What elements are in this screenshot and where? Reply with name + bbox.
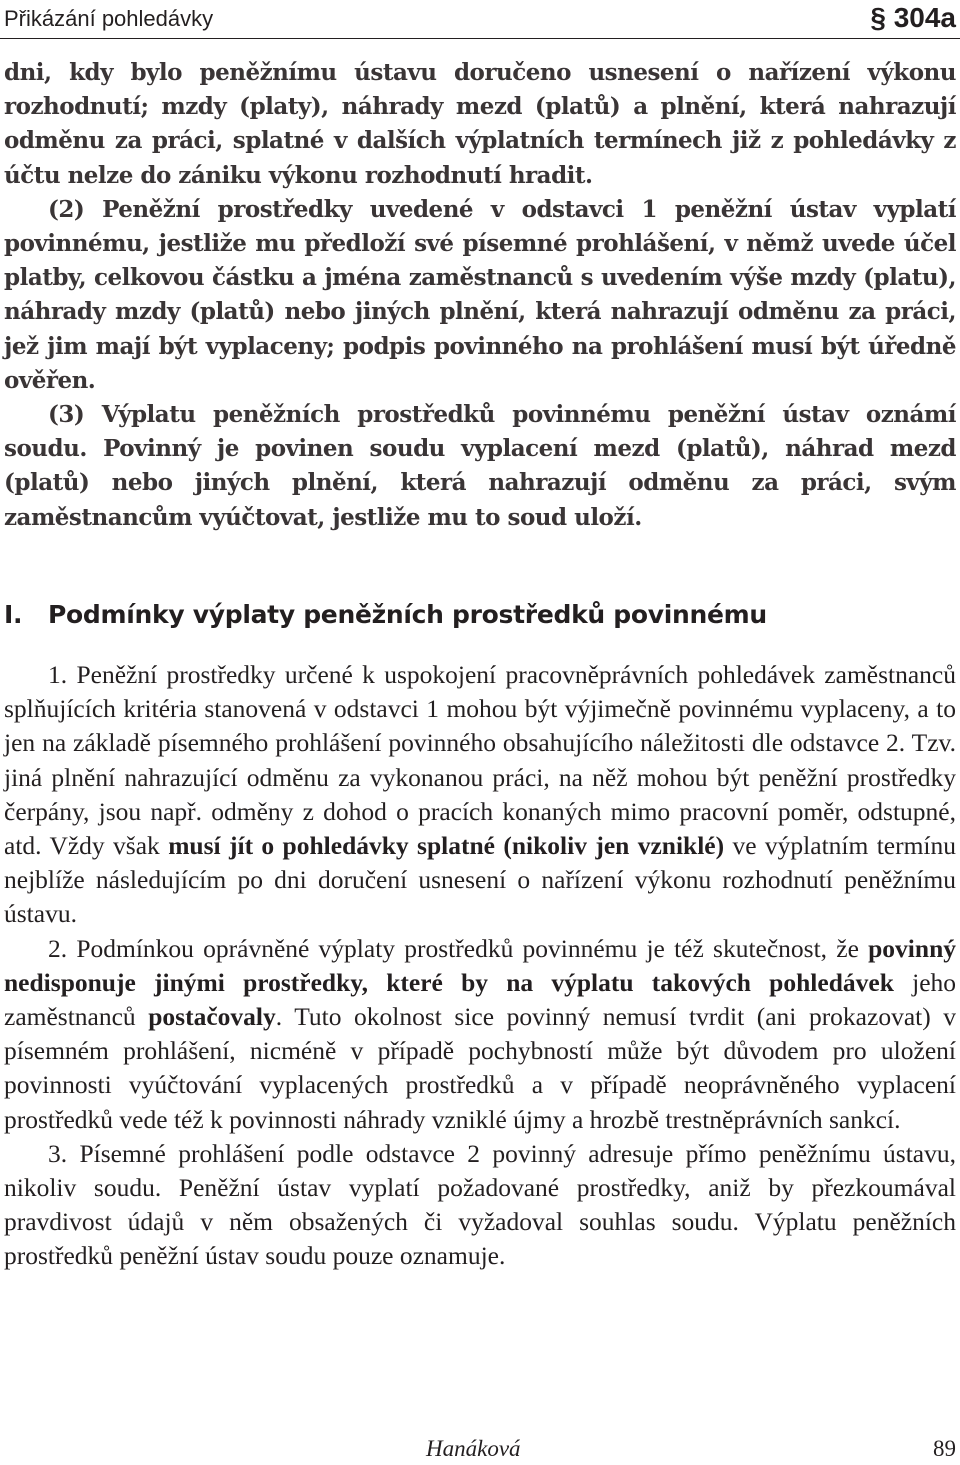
commentary-text-run: . Tuto okolnost sice povinný nemusí tvrdit (ani prokazovat) v písemném prohlášení, nicméně v případě pochybností může být důvodem pro uložení povinnosti vyúčtování vyplacených prostředků a v případě neoprávněného vyplacení prostředků vede též k povinnosti náhrady vzniklé újmy a hrozbě trestněprávních sankcí. bbox=[4, 1002, 957, 1134]
statute-paragraph: dni, kdy bylo peněžnímu ústavu doručeno usnesení o nařízení výkonu rozhodnutí; mzdy (platy), náhrady mezd (platů) a plnění, která nahrazují odměnu za práci, splatné v dalších výplatních termínech již z pohledávky z účtu nelze do zániku výkonu rozhodnutí hradit. bbox=[4, 59, 956, 189]
commentary-text-run: 1. Peněžní prostředky určené k uspokojení pracovněprávních pohledávek zaměstnanců splňujících kritéria stanovená v odstavci 1 mohou být výjimečně povinnému vyplaceny, a to jen na základě písemného prohlášení povinného obsahujícího náležitosti dle odstavce 2. Tzv. jiná plnění nahrazující odměnu za vykonanou práci, na něž mohou být peněžní prostředky čerpány, jsou např. odměny z dohod o pracích konaných mimo pracovní poměr, odstupné, atd. bbox=[4, 660, 956, 861]
statute-text bbox=[4, 56, 956, 535]
page-number: 89 bbox=[933, 1436, 956, 1461]
statute-paragraph: (2) Peněžní prostředky uvedené v odstavci 1 peněžní ústav vyplatí povinnému, jestliže mu předloží své písemné prohlášení, v němž uvede účel platby, celkovou částku a jména zaměstnanců s uvedením výše mzdy (platu), náhrady mzdy (platů) nebo jiných plnění, která nahrazují odměnu za práci, jež jim mají být vyplaceny; podpis povinného na prohlášení musí být úředně ověřen. bbox=[4, 195, 956, 394]
commentary-paragraph bbox=[4, 658, 956, 932]
section-heading-number: I. bbox=[4, 600, 23, 629]
commentary-text-run: ve výplatním termínu nejblíže následujícím po dni doručení usnesení o nařízení výkonu rozhodnutí peněžnímu ústavu. bbox=[4, 831, 957, 929]
running-header bbox=[0, 0, 960, 39]
commentary-emphasis: postačovaly bbox=[148, 1002, 276, 1032]
commentary-text-run: jeho zaměstnanců bbox=[4, 967, 957, 1032]
commentary-text-run: 2. Podmínkou oprávněné výplaty prostředků povinnému je též skutečnost, že bbox=[48, 933, 859, 963]
chapter-title: Přikázání pohledávky bbox=[4, 6, 214, 31]
commentary-emphasis: povinný nedisponuje jinými prostředky, které by na výplatu takových pohledávek bbox=[4, 933, 957, 997]
footer-author: Hanáková bbox=[426, 1436, 521, 1461]
commentary-emphasis: musí jít o pohledávky splatné (nikoliv jen vzniklé) bbox=[168, 831, 725, 861]
commentary-paragraph bbox=[4, 932, 956, 1137]
section-heading bbox=[4, 600, 956, 629]
statute-paragraph: (3) Výplatu peněžních prostředků povinnému peněžní ústav oznámí soudu. Povinný je povinen soudu vyplacení mezd (platů), náhrad mezd (platů) nebo jiných plnění, která nahrazují odměnu za práci, svým zaměstnancům vyúčtovat, jestliže mu to soud uloží. bbox=[4, 401, 956, 531]
section-number: § 304a bbox=[870, 2, 956, 33]
commentary-paragraph: 3. Písemné prohlášení podle odstavce 2 povinný adresuje přímo peněžnímu ústavu, nikoliv soudu. Peněžní ústav vyplatí požadované prostředky, aniž by přezkoumával pravdivost údajů v něm obsažených či vyžadoval souhlas soudu. Výplatu peněžních prostředků peněžní ústav soudu pouze oznamuje. bbox=[4, 1138, 956, 1271]
commentary-text bbox=[4, 658, 956, 1274]
commentary-text-run: Vždy však bbox=[49, 831, 160, 861]
section-heading-title: Podmínky výplaty peněžních prostředků povinnému bbox=[48, 600, 767, 629]
